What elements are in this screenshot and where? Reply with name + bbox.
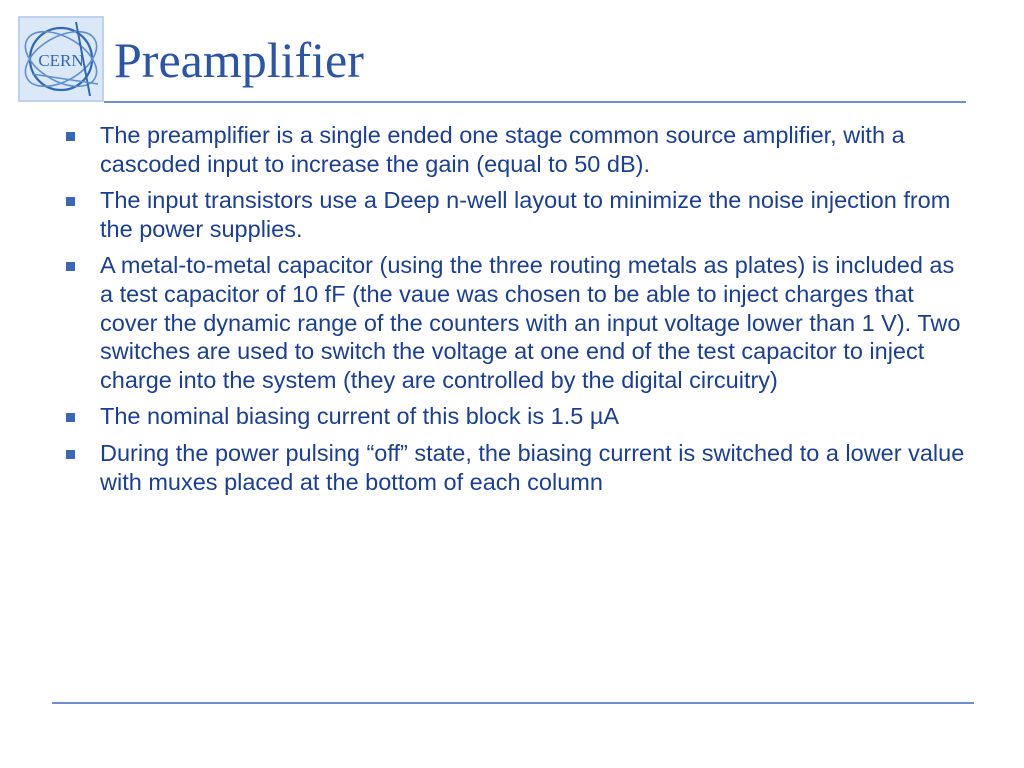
square-bullet-icon [66,413,75,422]
bullet-text: The nominal biasing current of this block is 1.5 µA [100,403,620,430]
footer-divider [52,702,974,704]
square-bullet-icon [66,197,75,206]
bullet-text: The input transistors use a Deep n-well layout to minimize the noise injection from the power supplies. [100,187,951,242]
bullet-text: A metal-to-metal capacitor (using the three routing metals as plates) is included as a test capacitor of 10 fF (the vaue was chosen to be able to inject charges that cover the dynamic range of the counters with an input voltage lower than 1 V). Two switches are used to switch the voltage at one end of the test capacitor to inject charge into the system (they are controlled by the digital circuitry) [100,252,961,393]
title-divider [104,101,966,103]
square-bullet-icon [66,450,75,459]
slide-title: Preamplifier [114,32,364,88]
bullet-text: The preamplifier is a single ended one stage common source amplifier, with a cascoded input to increase the gain (equal to 50 dB). [100,122,905,177]
bullet-item [60,439,970,496]
bullet-item [60,121,970,178]
bullet-text: During the power pulsing “off” state, the biasing current is switched to a lower value with muxes placed at the bottom of each column [100,439,965,495]
bullet-list [60,121,970,504]
bullet-item [60,186,970,243]
cern-logo [18,16,104,102]
bullet-item [60,251,970,394]
bullet-item [60,402,970,431]
cern-logo-text: CERN [38,51,84,70]
square-bullet-icon [66,262,75,271]
square-bullet-icon [66,132,75,141]
